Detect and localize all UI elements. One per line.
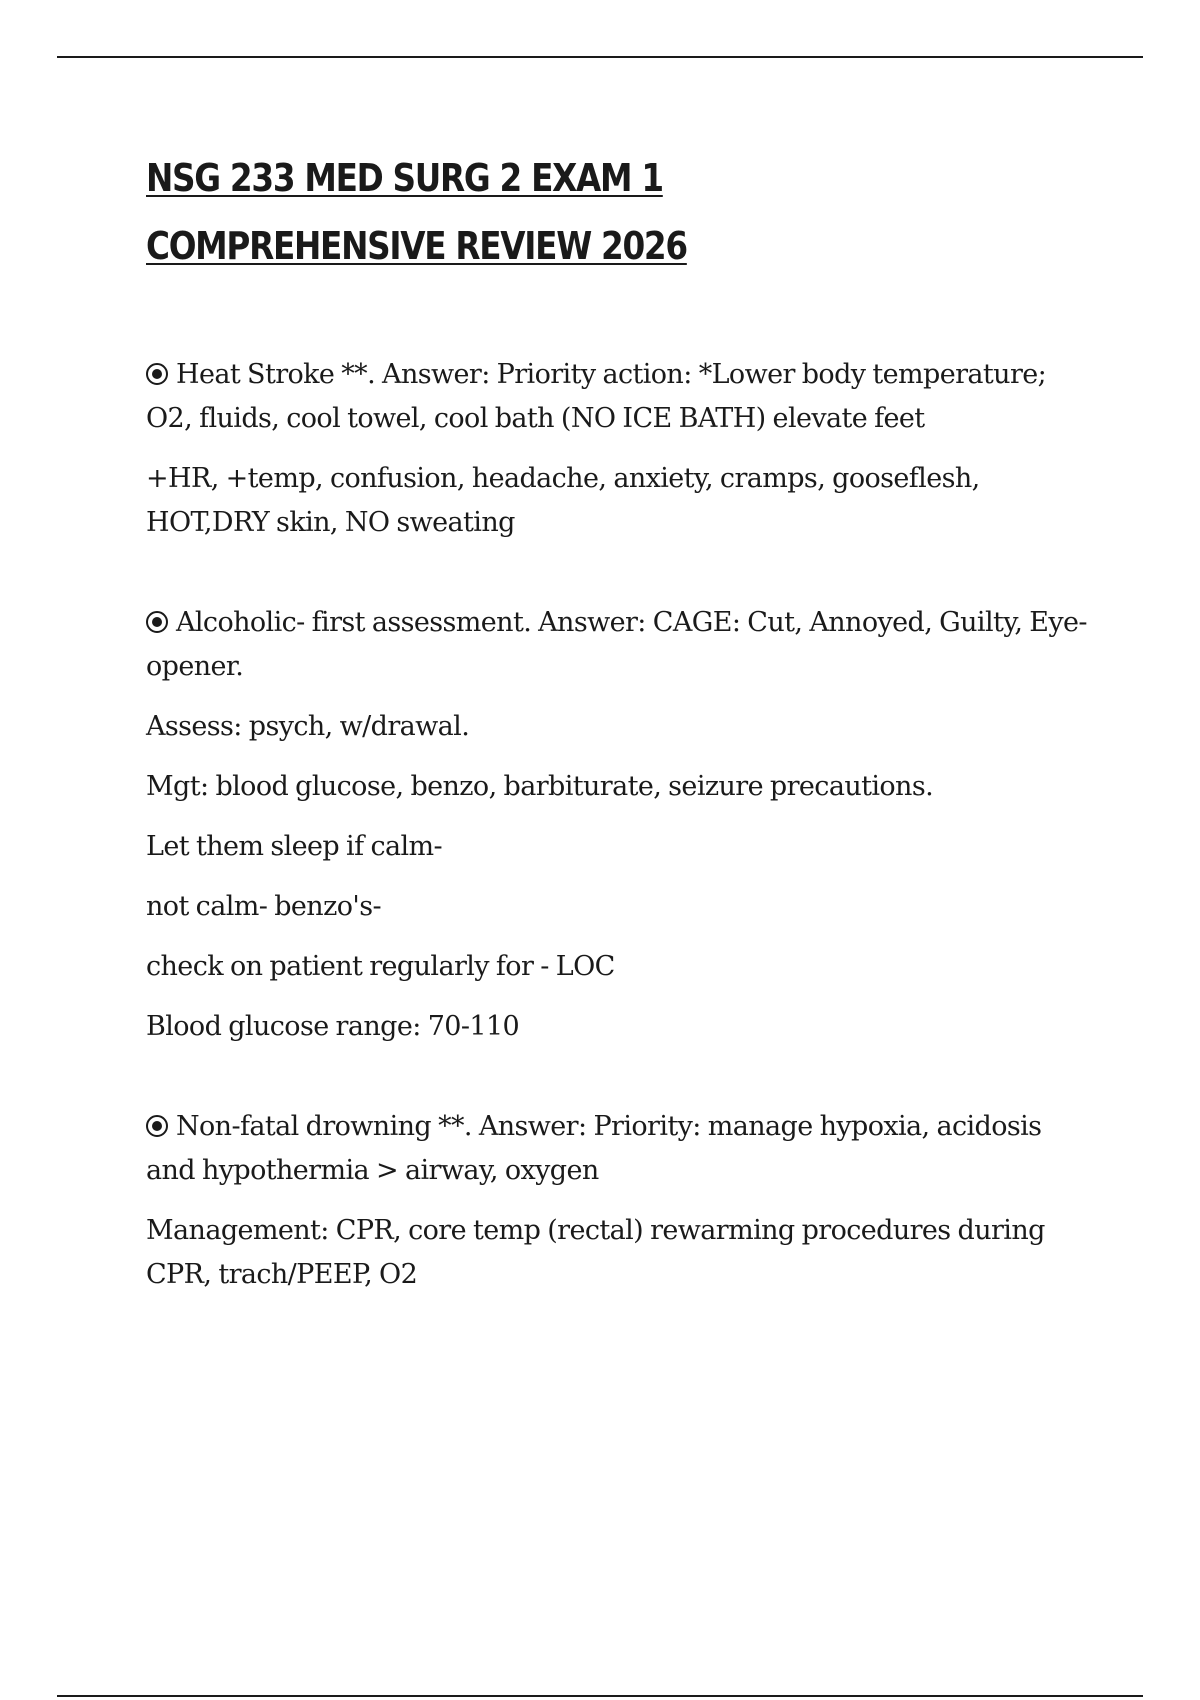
entry-non-fatal-drowning [146, 1105, 1096, 1297]
entry-alcoholic [146, 601, 1096, 1049]
entry-heat-stroke [146, 353, 1096, 545]
entry-question-text: Heat Stroke **. Answer: Priority action: *Lower body temperature; O2, fluids, cool towel, cool bath (NO ICE BATH) elevate feet [146, 359, 1047, 434]
entry-detail: Mgt: blood glucose, benzo, barbiturate, seizure precautions. [146, 771, 934, 802]
entry-detail: not calm- benzo's- [146, 891, 381, 922]
bottom-rule [57, 1695, 1143, 1697]
top-rule [57, 56, 1143, 58]
entry-detail: Blood glucose range: 70-110 [146, 1011, 520, 1042]
document-body [146, 144, 1096, 1313]
entry-question [146, 1105, 1096, 1193]
entry-question-text: Non-fatal drowning **. Answer: Priority: manage hypoxia, acidosis and hypothermia > airway, oxygen [146, 1111, 1042, 1186]
title-line-2: COMPREHENSIVE REVIEW 2026 [146, 224, 687, 268]
entry-question [146, 601, 1096, 689]
entry-detail: Let them sleep if calm- [146, 831, 443, 862]
radio-bullet-icon [146, 611, 168, 633]
title-line-1: NSG 233 MED SURG 2 EXAM 1 [146, 156, 663, 200]
entry-question-text: Alcoholic- first assessment. Answer: CAGE: Cut, Annoyed, Guilty, Eye-opener. [146, 607, 1087, 682]
entry-detail: Management: CPR, core temp (rectal) rewarming procedures during CPR, trach/PEEP, O2 [146, 1215, 1045, 1290]
entry-detail: check on patient regularly for - LOC [146, 951, 615, 982]
entry-detail: Assess: psych, w/drawal. [146, 711, 470, 742]
document-title [146, 144, 1096, 280]
entry-question [146, 353, 1096, 441]
radio-bullet-icon [146, 363, 168, 385]
entry-detail: +HR, +temp, confusion, headache, anxiety, cramps, gooseflesh, HOT,DRY skin, NO sweating [146, 463, 980, 538]
radio-bullet-icon [146, 1115, 168, 1137]
